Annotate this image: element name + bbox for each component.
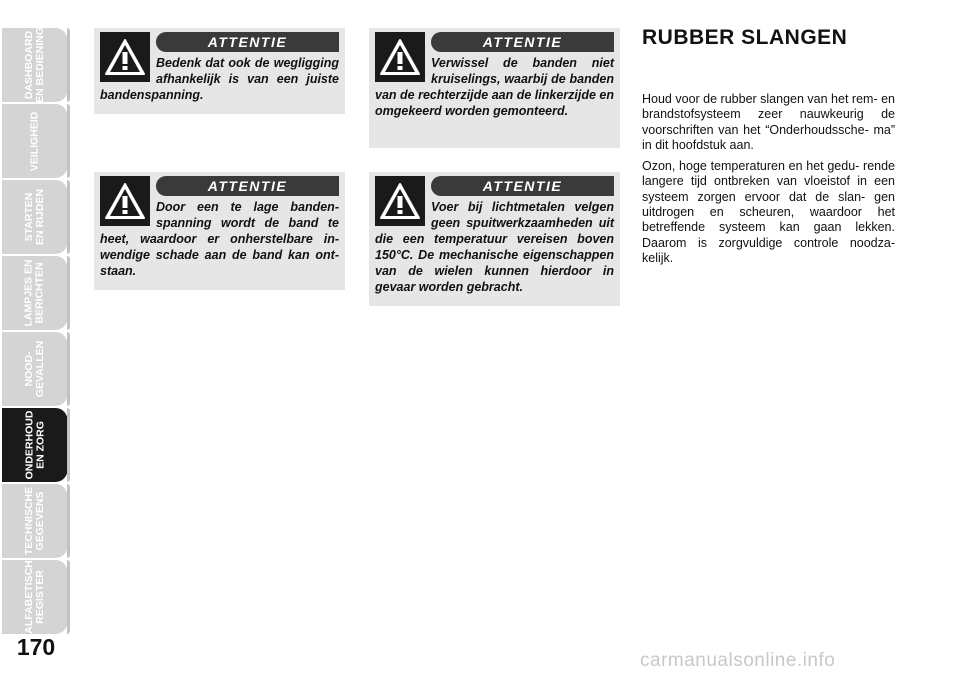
warning-text: Bedenk dat ook de wegligging afhankelijk is van een juiste bandenspanning. <box>100 56 339 102</box>
tab-label: STARTEN EN RIJDEN <box>22 188 46 246</box>
body-paragraph: Ozon, hoge temperaturen en het gedu- rende langere tijd ontbreken van vloeistof in een systeem zorgen ervoor dat de slan- gen uitdrogen en scheuren, waardoor het betreffende systeem kan gaan lekken. Daarom is zorgvuldige controle noodza- kelijk. <box>642 159 895 265</box>
warning-text: Verwissel de banden niet kruiselings, waarbij de banden van de rechterzijde aan de linkerzijde en omgekeerd worden gemonteerd. <box>375 56 614 118</box>
warning-header: ATTENTIE <box>156 176 339 196</box>
warning-text: Door een te lage bandenspanning wordt de band te heet, waardoor er onherstelbare inwendige schade aan de band kan ontstaan. <box>100 200 339 278</box>
tab-label: DASHBOARD EN BEDIENING <box>23 27 46 103</box>
chapter-tabs <box>2 28 70 636</box>
tab-veiligheid[interactable] <box>2 104 70 178</box>
warning-triangle-icon <box>375 176 425 226</box>
tab-noodgevallen[interactable] <box>2 332 70 406</box>
page-number: 170 <box>16 634 56 660</box>
warning-box <box>369 172 620 306</box>
tab-label: VEILIGHEID <box>28 111 41 171</box>
warning-header: ATTENTIE <box>431 176 614 196</box>
tab-label: NOOD- GEVALLEN <box>23 340 46 398</box>
tab-label: TECHNISCHE GEGEVENS <box>23 486 47 556</box>
body-paragraph: Houd voor de rubber slangen van het rem- en brandstofsysteem zeer nauwkeurig de voorschriften van het “Onderhoudssche- ma” in dit hoofdstuk aan. <box>642 92 895 152</box>
warning-header: ATTENTIE <box>156 32 339 52</box>
tab-dashboard[interactable] <box>2 28 70 102</box>
watermark: carmanualsonline.info <box>640 650 836 671</box>
section-title: RUBBER SLANGEN <box>642 26 848 49</box>
warning-triangle-icon <box>100 176 150 226</box>
warning-text: Voer bij lichtmetalen velgen geen spuitwerkzaamheden uit die een temperatuur vereisen boven 150°C. De mechanische eigenschappen van de wielen kunnen hierdoor in gevaar worden gebracht. <box>375 200 614 294</box>
warning-header: ATTENTIE <box>431 32 614 52</box>
tab-label: ALFABETISCH REGISTER <box>23 560 46 634</box>
tab-onderhoud[interactable] <box>2 408 70 482</box>
tab-register[interactable] <box>2 560 70 634</box>
warning-box <box>94 172 345 290</box>
warning-triangle-icon <box>100 32 150 82</box>
tab-lampjes[interactable] <box>2 256 70 330</box>
tab-technische[interactable] <box>2 484 70 558</box>
warning-box <box>94 28 345 114</box>
section-body <box>642 92 895 272</box>
warning-box <box>369 28 620 148</box>
tab-label: LAMPJES EN BERICHTEN <box>23 259 47 327</box>
warning-triangle-icon <box>375 32 425 82</box>
tab-starten[interactable] <box>2 180 70 254</box>
tab-label: ONDERHOUD EN ZORG <box>23 410 46 480</box>
